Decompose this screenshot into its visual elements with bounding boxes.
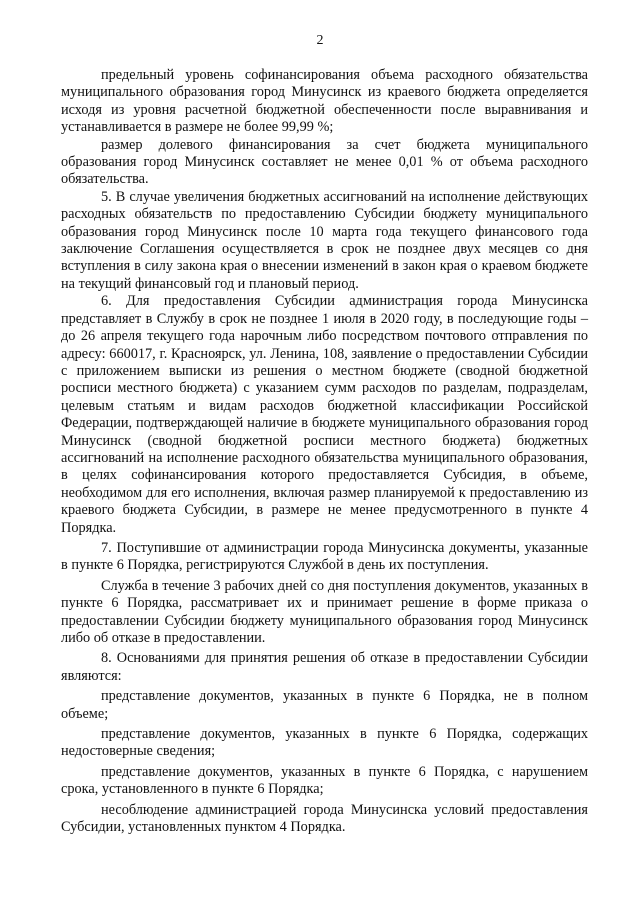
- list-item-deadline-violation: представление документов, указанных в пункте 6 Порядка, с нарушением срока, установленного в пункте 6 Порядка;: [61, 763, 588, 798]
- list-item-conditions-noncompliance: несоблюдение администрацией города Минусинска условий предоставления Субсидии, установленных пунктом 4 Порядка.: [61, 801, 588, 836]
- paragraph-item-7: 7. Поступившие от администрации города Минусинска документы, указанные в пункте 6 Порядка, регистрируются Службой в день их поступления.: [61, 539, 588, 574]
- paragraph-item-8: 8. Основаниями для принятия решения об отказе в предоставлении Субсидии являются:: [61, 650, 588, 684]
- list-item-incomplete-docs: представление документов, указанных в пункте 6 Порядка, не в полном объеме;: [61, 688, 588, 722]
- paragraph-item-5: 5. В случае увеличения бюджетных ассигнований на исполнение действующих расходных обязательств по предоставлению Субсидии бюджету муниципального образования город Минусинск после 10 марта года текущего финансового года заключение Соглашения осуществляется в срок не позднее двух месяцев со дня вступления в силу закона края о внесении изменений в закон края о краевом бюджете на текущий финансовый год и плановый период.: [61, 188, 588, 292]
- document-body: [61, 67, 588, 836]
- paragraph-cofinancing-limit: предельный уровень софинансирования объема расходного обязательства муниципального образования город Минусинск из краевого бюджета определяется исходя из уровня расчетной бюджетной обеспеченности после выравнивания и устанавливается в размере не более 99,99 %;: [61, 67, 588, 136]
- paragraph-share-financing: размер долевого финансирования за счет бюджета муниципального образования город Минусинск составляет не менее 0,01 % от объема расходного обязательства.: [61, 136, 588, 188]
- paragraph-service-review: Служба в течение 3 рабочих дней со дня поступления документов, указанных в пункте 6 Порядка, рассматривает их и принимает решение в форме приказа о предоставлении Субсидии бюджету муниципального образования город Минусинск либо об отказе в предоставлении.: [61, 577, 588, 646]
- list-item-false-info: представление документов, указанных в пункте 6 Порядка, содержащих недостоверные сведения;: [61, 726, 588, 760]
- paragraph-item-6: 6. Для предоставления Субсидии администрация города Минусинска представляет в Службу в срок не позднее 1 июля в 2020 году, в последующие годы – до 26 апреля текущего года нарочным либо посредством почтового отправления по адресу: 660017, г. Красноярск, ул. Ленина, 108, заявление о предоставлении Субсидии с приложением выписки из решения о местном бюджете (сводной бюджетной росписи местного бюджета) с указанием сумм расходов по разделам, подразделам, целевым статьям и видам расходов бюджетной классификации Российской Федерации, подтверждающей наличие в бюджете муниципального образования город Минусинск (сводной бюджетной росписи местного бюджета) бюджетных ассигнований на исполнение расходного обязательства муниципального образования, в целях софинансирования которого предоставляется Субсидия, в объеме, необходимом для его исполнения, включая размер планируемой к предоставлению из краевого бюджета Субсидии, в размере не менее предусмотренного в пункте 4 Порядка.: [61, 293, 588, 536]
- page-number: 2: [316, 33, 324, 48]
